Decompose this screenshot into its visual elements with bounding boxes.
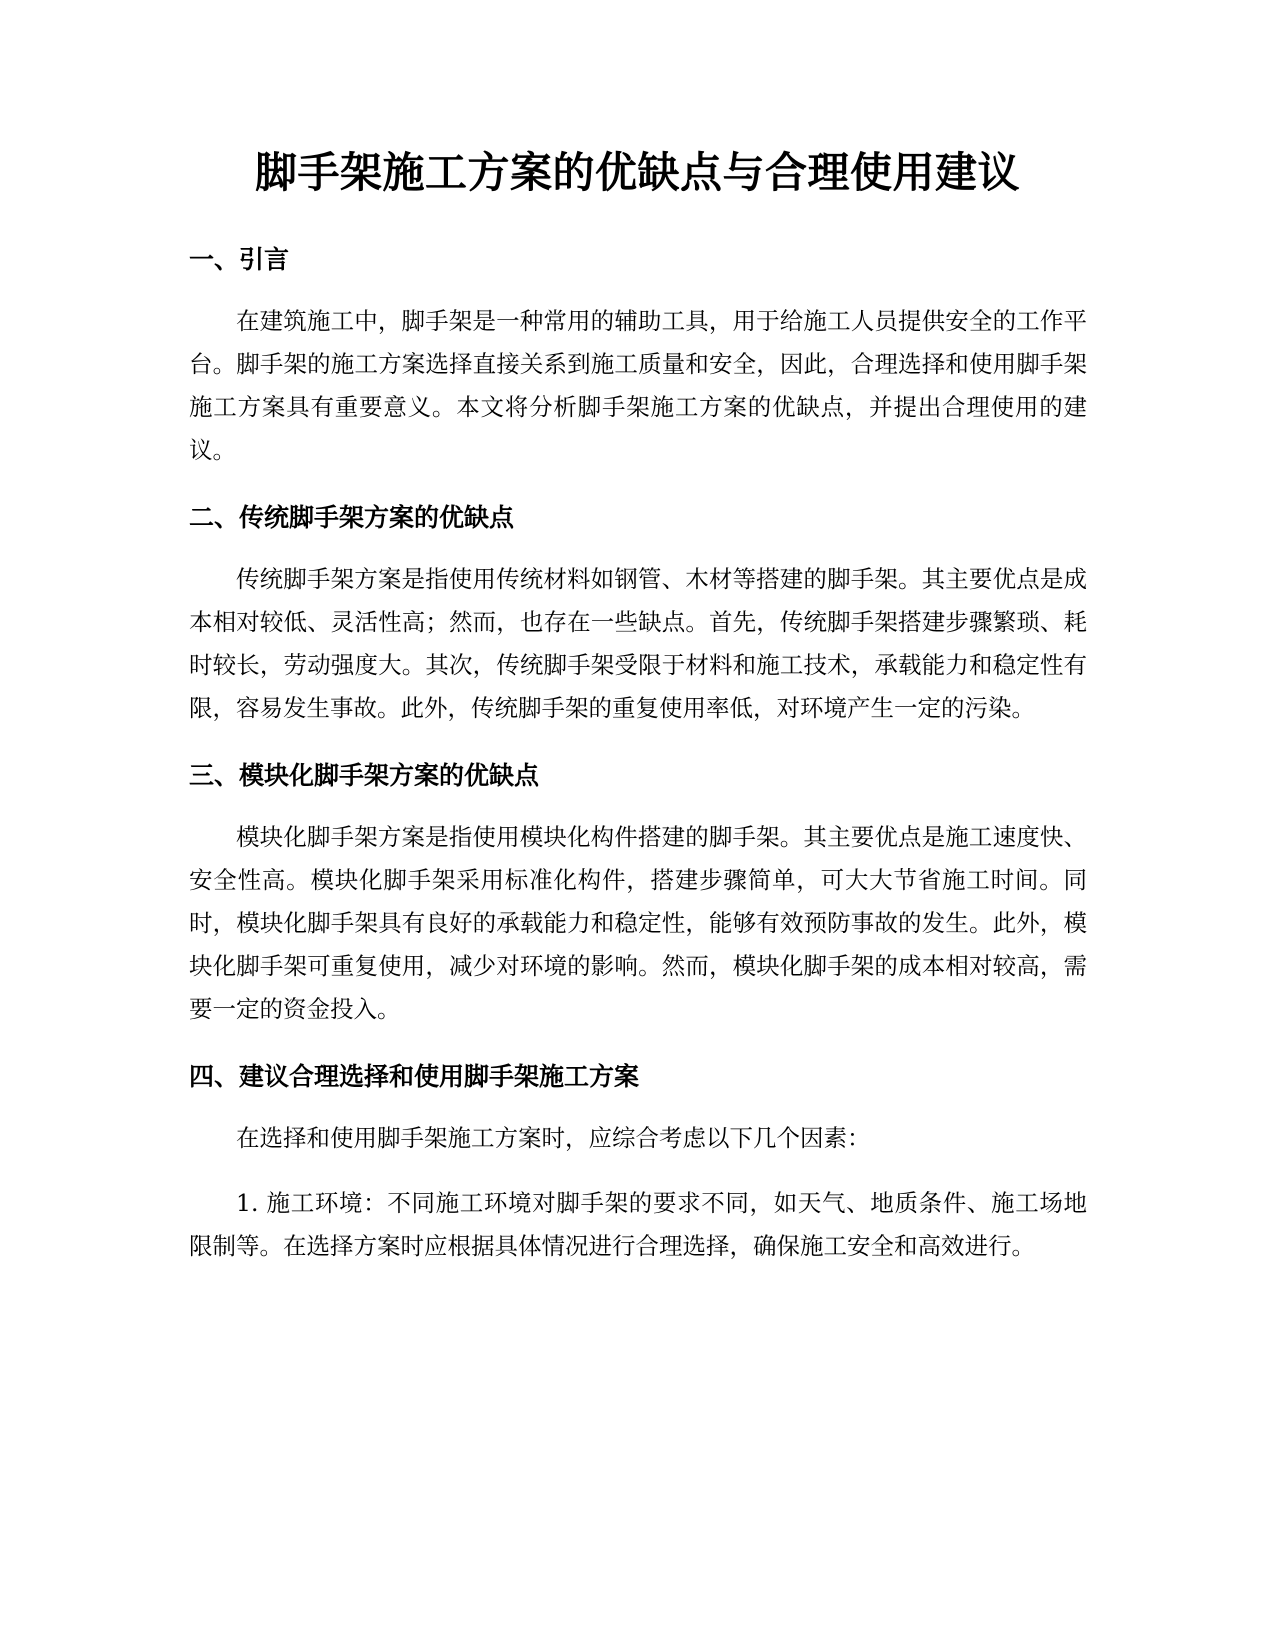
paragraph: 在建筑施工中，脚手架是一种常用的辅助工具，用于给施工人员提供安全的工作平台。脚手架的施工方案选择直接关系到施工质量和安全，因此，合理选择和使用脚手架施工方案具有重要意义。本文将分析脚手架施工方案的优缺点，并提出合理使用的建议。 [189, 307, 1087, 464]
paragraph: 在选择和使用脚手架施工方案时，应综合考虑以下几个因素： [236, 1124, 871, 1152]
section-heading: 一、引言 [189, 245, 290, 274]
section-heading: 三、模块化脚手架方案的优缺点 [189, 761, 540, 790]
section-modular-scaffold [189, 756, 1087, 1031]
paragraph: 传统脚手架方案是指使用传统材料如钢管、木材等搭建的脚手架。其主要优点是成本相对较低、灵活性高；然而，也存在一些缺点。首先，传统脚手架搭建步骤繁琐、耗时较长，劳动强度大。其次，传统脚手架受限于材料和施工技术，承载能力和稳定性有限，容易发生事故。此外，传统脚手架的重复使用率低，对环境产生一定的污染。 [189, 565, 1087, 722]
section-recommendations [189, 1057, 1087, 1268]
section-heading: 四、建议合理选择和使用脚手架施工方案 [189, 1062, 640, 1091]
section-traditional-scaffold [189, 498, 1087, 730]
paragraph: 模块化脚手架方案是指使用模块化构件搭建的脚手架。其主要优点是施工速度快、安全性高。模块化脚手架采用标准化构件，搭建步骤简单，可大大节省施工时间。同时，模块化脚手架具有良好的承载能力和稳定性，能够有效预防事故的发生。此外，模块化脚手架可重复使用，减少对环境的影响。然而，模块化脚手架的成本相对较高，需要一定的资金投入。 [189, 823, 1087, 1023]
document-title: 脚手架施工方案的优缺点与合理使用建议 [254, 148, 1020, 197]
document-body [189, 240, 1087, 1290]
section-heading: 二、传统脚手架方案的优缺点 [189, 503, 515, 532]
section-introduction [189, 240, 1087, 472]
list-item-paragraph: 1. 施工环境：不同施工环境对脚手架的要求不同，如天气、地质条件、施工场地限制等。在选择方案时应根据具体情况进行合理选择，确保施工安全和高效进行。 [189, 1189, 1087, 1260]
